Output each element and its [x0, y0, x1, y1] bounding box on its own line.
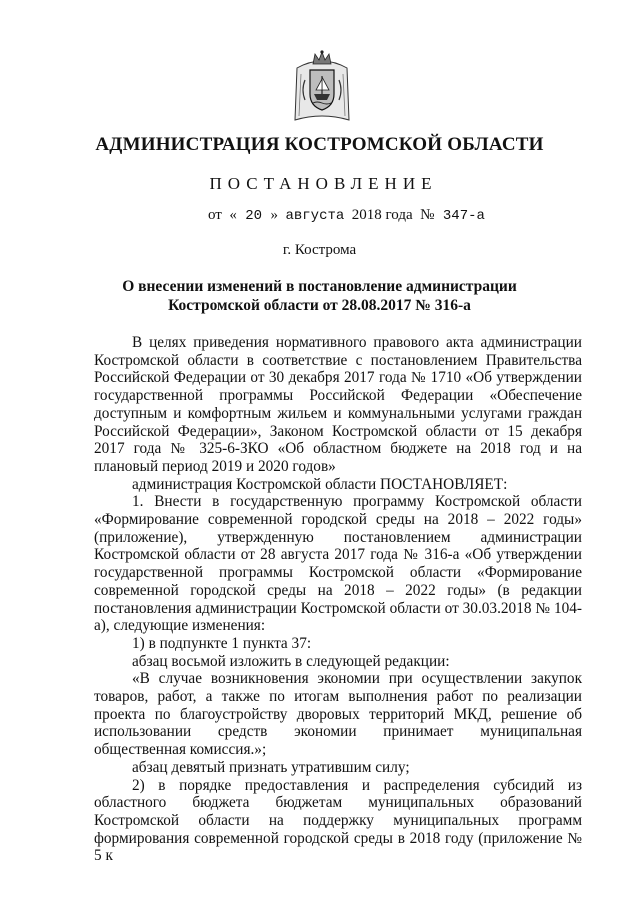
date-line [208, 207, 485, 224]
city: г. Кострома [282, 242, 357, 258]
body-paragraph: 1. Внести в государственную программу Костромской области «Формирование современной городской среды на 2018 – 2022 годы» (приложение), утвержденную постановлением администрации Костромской области от 28 августа 2017 года № 316-а «Об утверждении государственной программы Костромской области «Формирование современной городской среды на 2018 – 2022 годы» (в редакции постановления администрации Костромской области от 30.03.2018 № 104-а), следующие изменения: [94, 493, 582, 635]
document-type: ПОСТАНОВЛЕНИЕ [209, 174, 438, 193]
title-line-2: Костромской области от 28.08.2017 № 316-а [168, 297, 471, 314]
body-paragraph: «В случае возникновения экономии при осуществлении закупок товаров, работ, а также по итогам выполнения работ по реализации проекта по благоустройству дворовых территорий МКД, решение об использовании средств экономии принимает муниципальная общественная комиссия.»; [94, 670, 582, 759]
body-paragraph: В целях приведения нормативного правового акта администрации Костромской области в соответствие с постановлением Правительства Российской Федерации от 30 декабря 2017 года № 1710 «Об утверждении государственной программы Российской Федерации «Обеспечение доступным и комфортным жильем и коммунальными услугами граждан Российской Федерации», Законом Костромской области от 15 декабря 2017 года № 325-6-ЗКО «Об областном бюджете на 2018 год и на плановый период 2019 и 2020 годов» [94, 334, 582, 475]
date-month: августа [285, 208, 345, 224]
organization-name: АДМИНИСТРАЦИЯ КОСТРОМСКОЙ ОБЛАСТИ [95, 134, 544, 155]
body-paragraph: администрация Костромской области ПОСТАНОВЛЯЕТ: [132, 475, 508, 493]
body-paragraph: 2) в порядке предоставления и распределения субсидий из областного бюджета бюджетам муниципальных образований Костромской области на поддержку муниципальных программ формирования современной городской среды в 2018 году (приложение № 5 к [94, 776, 582, 865]
body-paragraph: абзац девятый признать утратившим силу; [132, 758, 410, 776]
date-mid: » [270, 207, 286, 223]
date-day: 20 [236, 208, 271, 224]
body-paragraph: 1) в подпункте 1 пункта 37: [132, 634, 312, 652]
document-body [94, 334, 582, 865]
coat-of-arms-icon [293, 50, 351, 124]
date-year: 2018 года № [344, 207, 435, 223]
document-number: 347-а [434, 208, 485, 224]
date-prefix: от « [208, 207, 237, 223]
document-title [0, 277, 639, 315]
title-line-1: О внесении изменений в постановление администрации [122, 278, 517, 295]
body-paragraph: абзац восьмой изложить в следующей редакции: [132, 652, 450, 670]
